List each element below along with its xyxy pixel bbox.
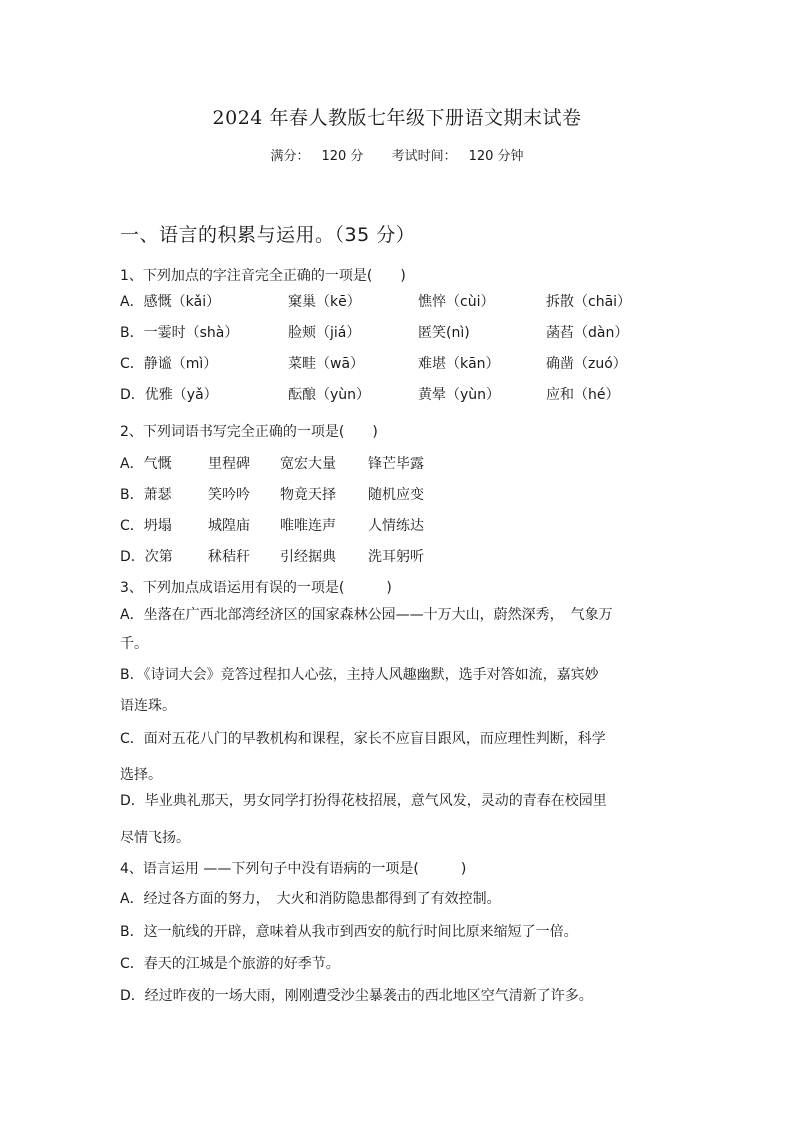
q3-option-d-line-2: 尽情飞扬。 [120, 830, 190, 846]
q1-option-a-1: A．感慨（kǎi） [120, 294, 221, 310]
q1-option-b-1: B．一霎时（shà） [120, 325, 239, 341]
q2-option-b-2: 笑吟吟 [208, 487, 250, 503]
q3-option-c-line-2: 选择。 [120, 767, 162, 783]
score-label: 满分： [270, 149, 310, 164]
q2-option-c-3: 唯唯连声 [280, 518, 336, 534]
q2-option-a-1: A．气慨 [120, 456, 172, 472]
q2-option-d-1: D．次第 [120, 549, 173, 565]
q2-option-d-4: 洗耳躬听 [368, 549, 424, 565]
q2-option-b-4: 随机应变 [368, 487, 424, 503]
q1-option-a-3: 憔悴（cùi） [418, 294, 495, 310]
q4-option-a: A．经过各方面的努力， 大火和消防隐患都得到了有效控制。 [120, 891, 501, 907]
question-1-stem: 1、下列加点的字注音完全正确的一项是( ) [120, 268, 406, 284]
q1-option-b-3: 匿笑(nì) [418, 325, 470, 341]
q3-option-b-line-1: B．《诗词大会》竞答过程扣人心弦，主持人风趣幽默，选手对答如流，嘉宾妙 [120, 667, 599, 683]
q3-option-b-line-2: 语连珠。 [120, 698, 176, 714]
time-value: 120 分钟 [468, 149, 524, 164]
q4-option-b: B．这一航线的开辟，意味着从我市到西安的航行时间比原来缩短了一倍。 [120, 924, 578, 940]
q1-option-d-2: 酝酿（yùn） [288, 387, 371, 403]
question-2-stem: 2、下列词语书写完全正确的一项是( ) [120, 424, 378, 440]
time-label: 考试时间： [391, 149, 457, 164]
q2-option-a-3: 宽宏大量 [280, 456, 336, 472]
q1-option-d-4: 应和（hé） [546, 387, 620, 403]
q1-option-d-3: 黄晕（yùn） [418, 387, 501, 403]
q1-option-c-2: 菜畦（wā） [288, 356, 365, 372]
q2-option-a-2: 里程碑 [208, 456, 250, 472]
q3-option-d-line-1: D．毕业典礼那天，男女同学打扮得花枝招展，意气风发，灵动的青春在校园里 [120, 793, 607, 809]
q4-option-d: D．经过昨夜的一场大雨，刚刚遭受沙尘暴袭击的西北地区空气清新了许多。 [120, 988, 593, 1004]
q3-option-c-line-1: C．面对五花八门的早教机构和课程，家长不应盲目跟风，而应理性判断，科学 [120, 731, 606, 747]
q1-option-b-4: 菡萏（dàn） [546, 325, 629, 341]
q1-option-c-4: 确凿（zuó） [546, 356, 627, 372]
q4-option-c: C．春天的江城是个旅游的好季节。 [120, 956, 340, 972]
exam-meta [0, 145, 794, 164]
score-value: 120 分 [321, 149, 364, 164]
q2-option-a-4: 锋芒毕露 [368, 456, 424, 472]
q2-option-b-3: 物竟天择 [280, 487, 336, 503]
q2-option-c-2: 城隍庙 [208, 518, 250, 534]
question-3-stem: 3、下列加点成语运用有误的一项是( ) [120, 580, 392, 596]
exam-title: 2024 年春人教版七年级下册语文期末试卷 [212, 107, 582, 129]
q2-option-c-1: C．坍塌 [120, 518, 172, 534]
q2-option-d-2: 秫秸秆 [208, 549, 250, 565]
q1-option-c-3: 难堪（kān） [418, 356, 500, 372]
q2-option-c-4: 人情练达 [368, 518, 424, 534]
question-4-stem: 4、语言运用 ——下列句子中没有语病的一项是( ) [120, 861, 467, 877]
q3-option-a-line-1: A．坐落在广西北部湾经济区的国家森林公园——十万大山，蔚然深秀， 气象万 [120, 607, 613, 623]
q1-option-a-4: 拆散（chāi） [546, 294, 632, 310]
q1-option-a-2: 窠巢（kē） [288, 294, 361, 310]
q2-option-b-1: B．萧瑟 [120, 487, 172, 503]
q2-option-d-3: 引经据典 [280, 549, 336, 565]
section-heading: 一、语言的积累与运用。（35 分） [120, 224, 416, 246]
q1-option-c-1: C．静谧（mì） [120, 356, 218, 372]
q1-option-d-1: D．优雅（yǎ） [120, 387, 218, 403]
q1-option-b-2: 脸颊（jiá） [288, 325, 361, 341]
q3-option-a-line-2: 千。 [120, 636, 148, 652]
